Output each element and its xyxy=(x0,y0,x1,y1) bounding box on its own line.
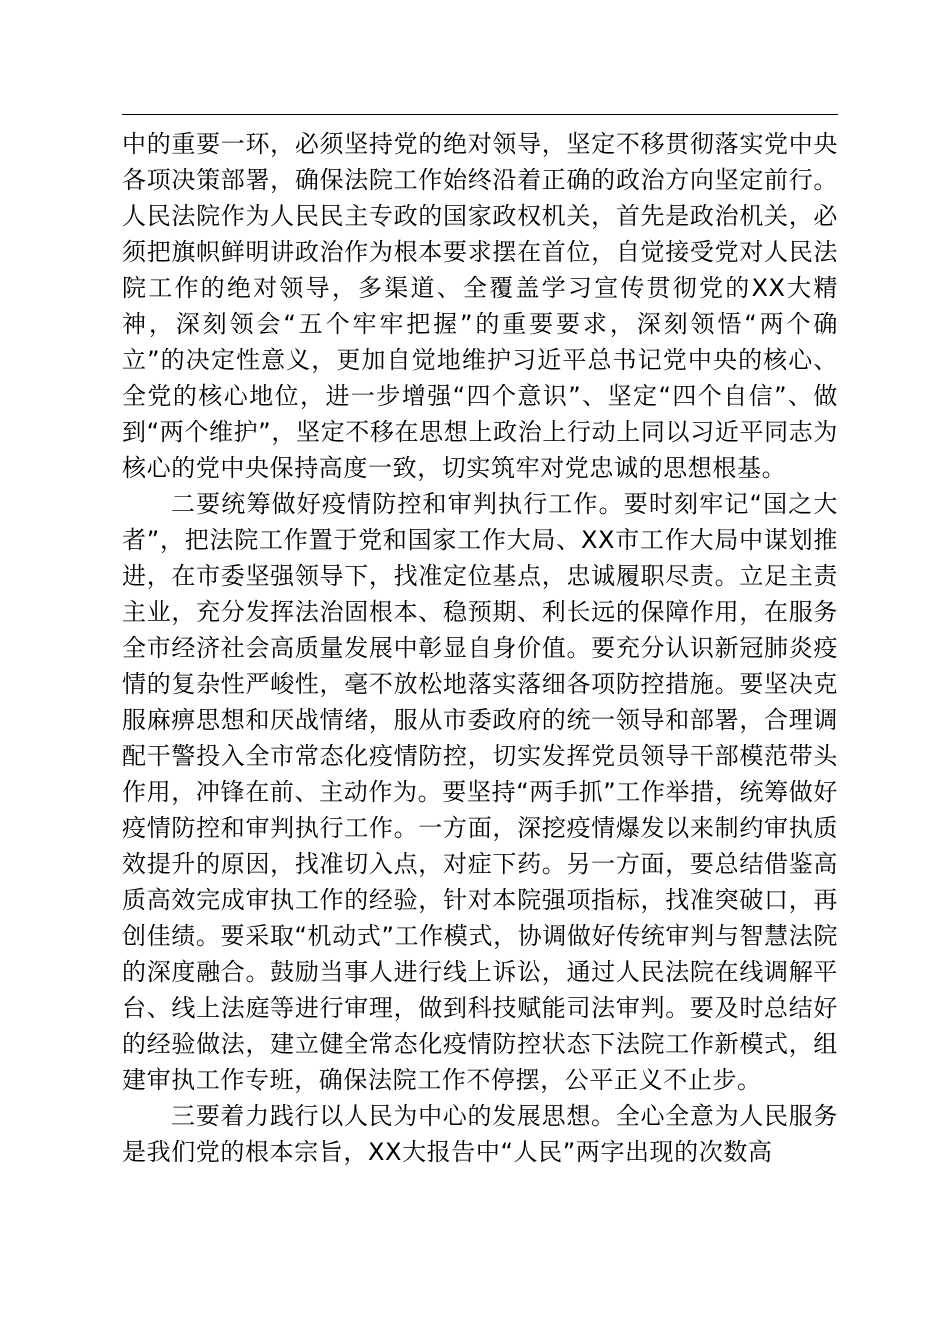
header-rule xyxy=(122,114,838,115)
paragraph-second-point: 二要统筹做好疫情防控和审判执行工作。要时刻牢记“国之大者”，把法院工作置于党和国家工作大局、XX市工作大局中谋划推进，在市委坚强领导下，找准定位基点，忠诚履职尽责。立足主责主业，充分发挥法治固根本、稳预期、利长远的保障作用，在服务全市经济社会高质量发展中彰显自身价值。要充分认识新冠肺炎疫情的复杂性严峻性，毫不放松地落实落细各项防控措施。要坚决克服麻痹思想和厌战情绪，服从市委政府的统一领导和部署，合理调配干警投入全市常态化疫情防控，切实发挥党员领导干部模范带头作用，冲锋在前、主动作为。要坚持“两手抓”工作举措，统筹做好疫情防控和审判执行工作。一方面，深挖疫情爆发以来制约审执质效提升的原因，找准切入点，对症下药。另一方面，要总结借鉴高质高效完成审执工作的经验，针对本院强项指标，找准突破口，再创佳绩。要采取“机动式”工作模式，协调做好传统审判与智慧法院的深度融合。鼓励当事人进行线上诉讼，通过人民法院在线调解平台、线上法庭等进行审理，做到科技赋能司法审判。要及时总结好的经验做法，建立健全常态化疫情防控状态下法院工作新模式，组建审执工作专班，确保法院工作不停摆，公平正义不止步。 xyxy=(122,490,838,1094)
document-body xyxy=(122,126,838,1170)
paragraph-third-point: 三要着力践行以人民为中心的发展思想。全心全意为人民服务是我们党的根本宗旨，XX大报告中“人民”两字出现的次数高 xyxy=(122,1102,838,1166)
paragraph-continuation: 中的重要一环，必须坚持党的绝对领导，坚定不移贯彻落实党中央各项决策部署，确保法院工作始终沿着正确的政治方向坚定前行。人民法院作为人民民主专政的国家政权机关，首先是政治机关，必须把旗帜鲜明讲政治作为根本要求摆在首位，自觉接受党对人民法院工作的绝对领导，多渠道、全覆盖学习宣传贯彻党的XX大精神，深刻领会“五个牢牢把握”的重要要求，深刻领悟“两个确立”的决定性意义，更加自觉地维护习近平总书记党中央的核心、全党的核心地位，进一步增强“四个意识”、坚定“四个自信”、做到“两个维护”，坚定不移在思想上政治上行动上同以习近平同志为核心的党中央保持高度一致，切实筑牢对党忠诚的思想根基。 xyxy=(122,130,838,482)
